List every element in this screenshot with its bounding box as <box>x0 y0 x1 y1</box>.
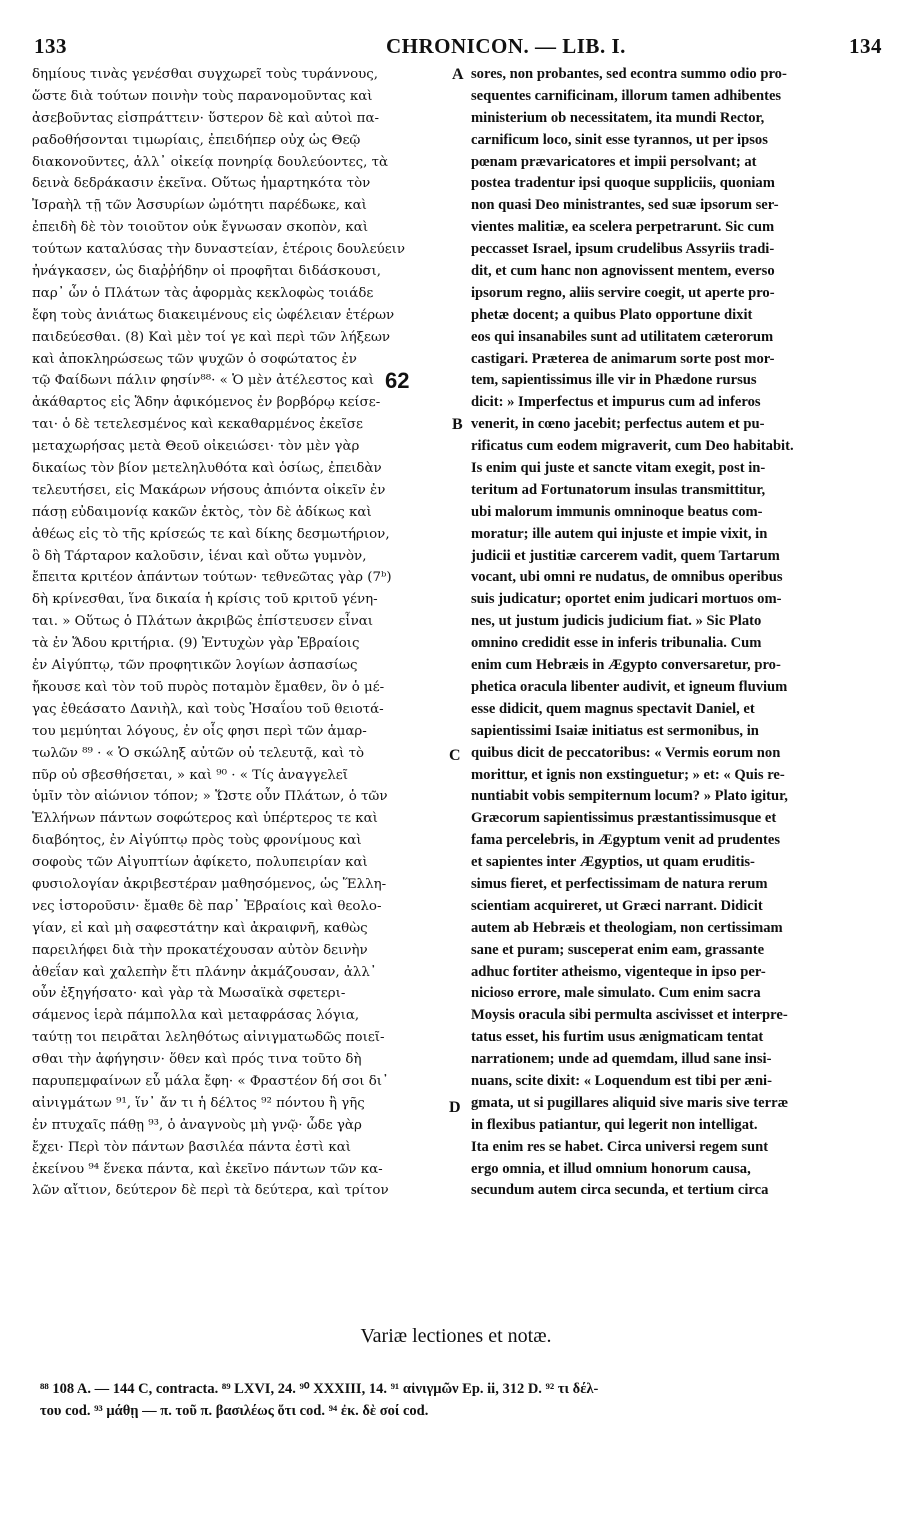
latin-text-line: ergo omnia, et illud omnium honorum causa, <box>471 1160 751 1177</box>
latin-text-line: et sapientes inter Ægyptios, ut quam eruditis- <box>471 854 755 871</box>
latin-text-line: sane et puram; susceperat enim eam, grassante <box>471 941 765 958</box>
latin-text-line: morittur, et ignis non exstinguetur; » et: « Quis re- <box>471 766 785 783</box>
latin-text-line: sequentes carnificinam, illorum tamen adhibentes <box>471 87 782 104</box>
greek-text-line: ται. » Οὕτως ὁ Πλάτων ἀκριβῶς ἐπίστευσεν εἶναι <box>32 614 374 630</box>
section-marker-b: B <box>452 416 463 433</box>
latin-text-line: carnificum loco, sinit esse tyrannos, ut per ipsos <box>471 131 768 148</box>
greek-text-line: λῶν αἴτιον, δεύτερον δὲ περὶ τὰ δεύτερα, καὶ τρίτον <box>32 1183 389 1199</box>
latin-text-line: autem ab Hebræis et theologiam, non certissimam <box>471 919 783 936</box>
latin-text-line: esse didicit, quem magnus spectavit Daniel, et <box>471 700 755 717</box>
greek-text-line: τῷ Φαίδωνι πάλιν φησίν⁸⁸· « Ὁ μὲν ἀτέλεστος καὶ <box>32 373 374 389</box>
latin-text-line: phetica oracula libenter audivit, et igneum fluvium <box>471 678 788 695</box>
greek-text-line: ἔπειτα κριτέον ἁπάντων τούτων· τεθνεῶτας γὰρ (7ᵇ) <box>32 570 392 586</box>
latin-text-line: in flexibus patiantur, qui legerit non intelligat. <box>471 1116 758 1133</box>
greek-text-line: παιδεύεσθαι. (8) Καὶ μὲν τοί γε καὶ περὶ τῶν λήξεων <box>32 329 391 345</box>
page-number-left: 133 <box>34 34 67 58</box>
greek-text-line: δικαίως τὸν βίον μετεληλυθότα καὶ ὁσίως, ἐπειδὰν <box>32 461 382 477</box>
greek-text-line: τὰ ἐν Ἅδου κριτήρια. (9) Ἐντυχὼν γὰρ Ἑβραίοις <box>32 636 360 652</box>
section-marker-a: A <box>452 66 464 83</box>
greek-text-line: φυσιολογίαν ἀκριβεστέραν μαθησόμενος, ὡς Ἕλλη- <box>32 876 387 892</box>
latin-text-line: sapientissimi Isaiæ initiatus est sermonibus, in <box>471 722 759 739</box>
latin-text-line: vocant, ubi omni re nudatus, de omnibus operibus <box>471 569 783 586</box>
greek-text-line: πάσῃ εὐδαιμονίᾳ κακῶν ἐκτὸς, τὸν δὲ ἀδίκως καὶ <box>32 504 372 520</box>
greek-text-line: πῦρ οὐ σβεσθήσεται, » καὶ ⁹⁰ · « Τίς ἀναγγελεῖ <box>32 767 348 783</box>
margin-page-number: 62 <box>385 368 410 393</box>
greek-text-line: δὴ κρίνεσθαι, ἵνα δικαία ἡ κρίσις τοῦ κριτοῦ γένη- <box>32 592 378 608</box>
greek-text-column <box>32 64 456 1202</box>
latin-text-line: venerit, in cœno jacebit; perfectus autem et pu- <box>471 416 765 433</box>
latin-text-line: moratur; ille autem qui injuste et impie vixit, in <box>471 525 768 542</box>
greek-text-line: ἐν Αἰγύπτῳ, τῶν προφητικῶν λογίων ἀσπασίως <box>32 658 358 674</box>
latin-text-line: dit, et cum hanc non agnovissent mentem, everso <box>471 263 775 280</box>
greek-text-line: δεινὰ δεδράκασιν ἐκεῖνα. Οὕτως ἡμαρτηκότα τὸν <box>32 176 371 192</box>
greek-text-line: τωλῶν ⁸⁹ · « Ὁ σκώληξ αὐτῶν οὐ τελευτᾷ, καὶ τὸ <box>32 745 365 761</box>
greek-text-line: Ἑλλήνων πάντων σοφώτερος καὶ ὑπέρτερος τε καὶ <box>32 811 378 827</box>
latin-text-line: omnino credidit esse in inferis tribunalia. Cum <box>471 635 762 652</box>
latin-text-line: castigari. Præterea de animarum sorte post mor- <box>471 350 775 367</box>
latin-text-line: sores, non probantes, sed econtra summo odio pro- <box>471 66 787 82</box>
latin-text-line: nicioso errore, male simulato. Cum enim sacra <box>471 985 761 1002</box>
note-line: του cod. ⁹³ μάθῃ — π. τοῦ π. βασιλέως ὅτι cod. ⁹⁴ ἐκ. δὲ σοί cod. <box>40 1403 429 1419</box>
latin-text-line: gmata, ut si pugillares aliquid sive maris sive terræ <box>471 1094 789 1111</box>
latin-text-line: scientiam acquireret, ut Græci narrant. Didicit <box>471 897 763 914</box>
running-header <box>34 34 882 62</box>
latin-text-line: Moysis oracula sibi permulta ascivisset et interpre- <box>471 1007 788 1024</box>
latin-text-line: tem, sapientissimus ille vir in Phædone rursus <box>471 372 757 389</box>
greek-text-line: σοφοὺς τῶν Αἰγυπτίων ἀφίκετο, πολυπειρίαν καὶ <box>32 855 368 871</box>
latin-text-line: Is enim qui juste et sancte vitam exegit, post in- <box>471 460 766 477</box>
greek-text-line: ἤκουσε καὶ τὸν τοῦ πυρὸς ποταμὸν ἔμαθεν, ὃν ὁ μέ- <box>32 679 385 695</box>
greek-text-line: ται· ὁ δὲ τετελεσμένος καὶ κεκαθαρμένος ἐκεῖσε <box>32 417 363 433</box>
latin-text-line: fama percelebris, in Ægyptum venit ad prudentes <box>471 832 781 849</box>
greek-text-line: ἀκάθαρτος εἰς Ἅδην ἀφικόμενος ἐν βορβόρῳ κείσε- <box>32 395 381 411</box>
running-title: CHRONICON. — LIB. I. <box>386 34 626 58</box>
latin-text-line: vientes malitiæ, ea scelera perpetrarunt. Sic cum <box>471 219 775 236</box>
latin-text-line: ubi malorum immunis omninoque beatus com- <box>471 503 763 520</box>
greek-text-line: διακονοῦντες, ἀλλ᾽ οἰκείᾳ πονηρίᾳ δουλεύοντες, τὰ <box>32 154 389 170</box>
latin-text-line: phetæ docent; a quibus Plato opportune dixit <box>471 306 753 323</box>
greek-text-line: του μεμύηται λόγους, ἐν οἷς φησι περὶ τῶν ἁμαρ- <box>32 723 367 739</box>
notes-heading: Variæ lectiones et notæ. <box>360 1325 552 1347</box>
greek-text-line: παρυπεμφαίνων εὖ μάλα ἔφη· « Φραστέον δή σοι δι᾽ <box>32 1073 389 1089</box>
greek-text-line: ἀθεΐαν καὶ χαλεπὴν ἔτι πλάνην ἀκμάζουσαν, ἀλλ᾽ <box>32 964 377 980</box>
latin-text-line: nuans, scite dixit: « Loquendum est tibi per æni- <box>471 1072 772 1089</box>
latin-text-line: enim cum Hebræis in Ægypto conversaretur, pro- <box>471 657 781 674</box>
greek-text-line: παρειλήφει διὰ τὴν προκατέχουσαν αὐτὸν δεινὴν <box>32 942 368 958</box>
notes-block <box>40 1378 880 1422</box>
latin-text-line: peccasset Israel, ipsum crudelibus Assyriis tradi- <box>471 241 775 258</box>
latin-text-line: nes, ut justum judicis judicium fiat. » Sic Plato <box>471 613 762 630</box>
latin-text-line: Græcorum sapientissimus præstantissimusque et <box>471 810 777 827</box>
latin-text-line: quibus dicit de peccatoribus: « Vermis eorum non <box>471 744 781 761</box>
latin-text-line: postea tradentur ipsi quoque suppliciis, quoniam <box>471 175 775 192</box>
latin-text-line: dicit: » Imperfectus et impurus cum ad inferos <box>471 394 761 411</box>
latin-text-line: narrationem; unde ad quemdam, illud sane insi- <box>471 1051 772 1068</box>
greek-text-line: ὥστε διὰ τούτων ποινὴν τοὺς παρανομοῦντας καὶ <box>32 88 373 104</box>
latin-text-line: pœnam prævaricatores et impii persolvant; at <box>471 153 757 170</box>
greek-text-line: καὶ ἀποκληρώσεως τῶν ψυχῶν ὁ σοφώτατος ἐν <box>32 351 357 367</box>
greek-text-line: ἀθέως εἰς τὸ τῆς κρίσεώς τε καὶ δίκης δεσμωτήριον, <box>32 526 390 542</box>
latin-text-line: tatus esset, his furtim usus ænigmaticam tentat <box>471 1029 764 1046</box>
greek-text-line: ἔχει· Περὶ τὸν πάντων βασιλέα πάντα ἐστὶ καὶ <box>32 1139 352 1155</box>
greek-text-line: γίαν, εἰ καὶ μὴ σαφεστάτην καὶ ἀκραιφνῆ, καθὼς <box>32 920 368 936</box>
greek-text-line: ἐκείνου ⁹⁴ ἕνεκα πάντα, καὶ ἐκεῖνο πάντων τῶν κα- <box>32 1161 383 1177</box>
greek-text-line: αἰνιγμάτων ⁹¹, ἵν᾽ ἄν τι ἡ δέλτος ⁹² πόντου ἢ γῆς <box>32 1095 365 1111</box>
greek-text-line: δημίους τινὰς γενέσθαι συγχωρεῖ τοὺς τυράννους, <box>32 67 379 82</box>
latin-text-column <box>471 64 879 1202</box>
greek-text-line: παρ᾽ ὧν ὁ Πλάτων τὰς ἀφορμὰς κεκλοφὼς τοιάδε <box>32 285 374 301</box>
greek-text-line: ἀσεβοῦντας εἰσπράττειν· ὕστερον δὲ καὶ αὐτοὶ πα- <box>32 110 380 126</box>
greek-text-line: ραδοθήσονται τιμωρίαις, ἐπειδήπερ οὐχ ὡς Θεῷ <box>32 132 361 148</box>
greek-text-line: τούτων καταλύσας τὴν δυναστείαν, ἑτέροις δουλεύειν <box>32 242 406 258</box>
latin-text-line: ipsorum regno, aliis servire coegit, ut aperte pro- <box>471 284 775 301</box>
greek-text-line: ταύτῃ τοι πειρᾶται λεληθότως αἰνιγματωδῶς ποιεῖ- <box>32 1030 385 1046</box>
latin-text-line: secundum autem circa secunda, et tertium circa <box>471 1182 769 1199</box>
latin-text-line: ministerium ob necessitatem, ita mundi Rector, <box>471 109 765 126</box>
section-marker-d: D <box>449 1099 461 1116</box>
greek-text-line: σάμενος ἱερὰ πάμπολλα καὶ μεταφράσας λόγια, <box>32 1008 360 1024</box>
note-line: ⁸⁸ 108 A. — 144 C, contracta. ⁸⁹ LXVI, 24. ⁹⁰ XXXIII, 14. ⁹¹ αἰνιγμῶν Ep. ii, 312 D. ⁹² τι δέλ- <box>40 1381 599 1397</box>
greek-text-line: ἐν πτυχαῖς πάθῃ ⁹³, ὁ ἀναγνοὺς μὴ γνῷ· ὧδε γὰρ <box>32 1117 362 1133</box>
greek-text-line: νες ἱστοροῦσιν· ἔμαθε δὲ παρ᾽ Ἑβραίοις καὶ θεολο- <box>32 898 382 914</box>
latin-text-line: rificatus cum eodem migraverit, cum Deo habitabit. <box>471 438 794 455</box>
latin-text-line: suis judicatur; oportet enim judicari mortuos om- <box>471 591 782 608</box>
latin-text-line: simus fieret, et perfectissimam de natura rerum <box>471 875 768 892</box>
latin-text-line: adhuc fortiter atheismo, vigenteque in ipso per- <box>471 963 766 980</box>
latin-text-line: Ita enim res se habet. Circa universi regem sunt <box>471 1138 769 1155</box>
greek-text-line: Ἰσραὴλ τῇ τῶν Ἀσσυρίων ὠμότητι παρέδωκε, καὶ <box>32 198 367 214</box>
greek-text-line: μεταχωρήσας μετὰ Θεοῦ οἰκειώσει· τὸν μὲν γὰρ <box>32 439 360 455</box>
greek-text-line: σθαι τὴν ἀφήγησιν· ὅθεν καὶ πρός τινα τοῦτο δὴ <box>32 1052 362 1068</box>
greek-text-line: ἔφη τοὺς ἀνιάτως διακειμένους εἰς ὠφέλειαν ἑτέρων <box>32 307 395 323</box>
section-marker-c: C <box>449 747 461 764</box>
greek-text-line: γας ἐθεάσατο Δανιὴλ, καὶ τοὺς Ἡσαΐου τοῦ θειοτά- <box>32 701 384 717</box>
greek-text-line: ἠνάγκασεν, ὡς διαῤῥήδην οἱ προφῆται διδάσκουσι, <box>32 264 382 280</box>
page-number-right: 134 <box>849 34 882 58</box>
greek-text-line: ἐπειδὴ δὲ τὸν τοιοῦτον οὐκ ἔγνωσαν σκοπὸν, καὶ <box>32 220 369 236</box>
latin-text-line: eos qui insanabiles sunt ad utilitatem cæterorum <box>471 328 774 345</box>
latin-text-line: judicii et justitiæ carcerem vadit, quem Tartarum <box>471 547 780 564</box>
latin-text-line: nuntiabit vobis sempiternum locum? » Plato igitur, <box>471 788 788 805</box>
greek-text-line: διαβόητος, ἐν Αἰγύπτῳ πρὸς τοὺς φρονίμους καὶ <box>32 833 362 849</box>
latin-text-line: teritum ad Fortunatorum insulas transmittitur, <box>471 481 766 498</box>
greek-text-line: οὖν ἐξηγήσατο· καὶ γὰρ τὰ Μωσαϊκὰ σφετερι- <box>32 986 346 1002</box>
greek-text-line: τελευτήσει, εἰς Μακάρων νήσους ἀπιόντα οἰκεῖν ἐν <box>32 482 386 498</box>
greek-text-line: ὑμῖν τὸν αἰώνιον τόπον; » Ὥστε οὖν Πλάτων, ὁ τῶν <box>32 789 388 805</box>
greek-text-line: ὃ δὴ Τάρταρον καλοῦσιν, ἰέναι καὶ οὔτω γυμνὸν, <box>32 548 367 564</box>
latin-text-line: non quasi Deo ministrantes, sed suæ ipsorum ser- <box>471 197 779 214</box>
